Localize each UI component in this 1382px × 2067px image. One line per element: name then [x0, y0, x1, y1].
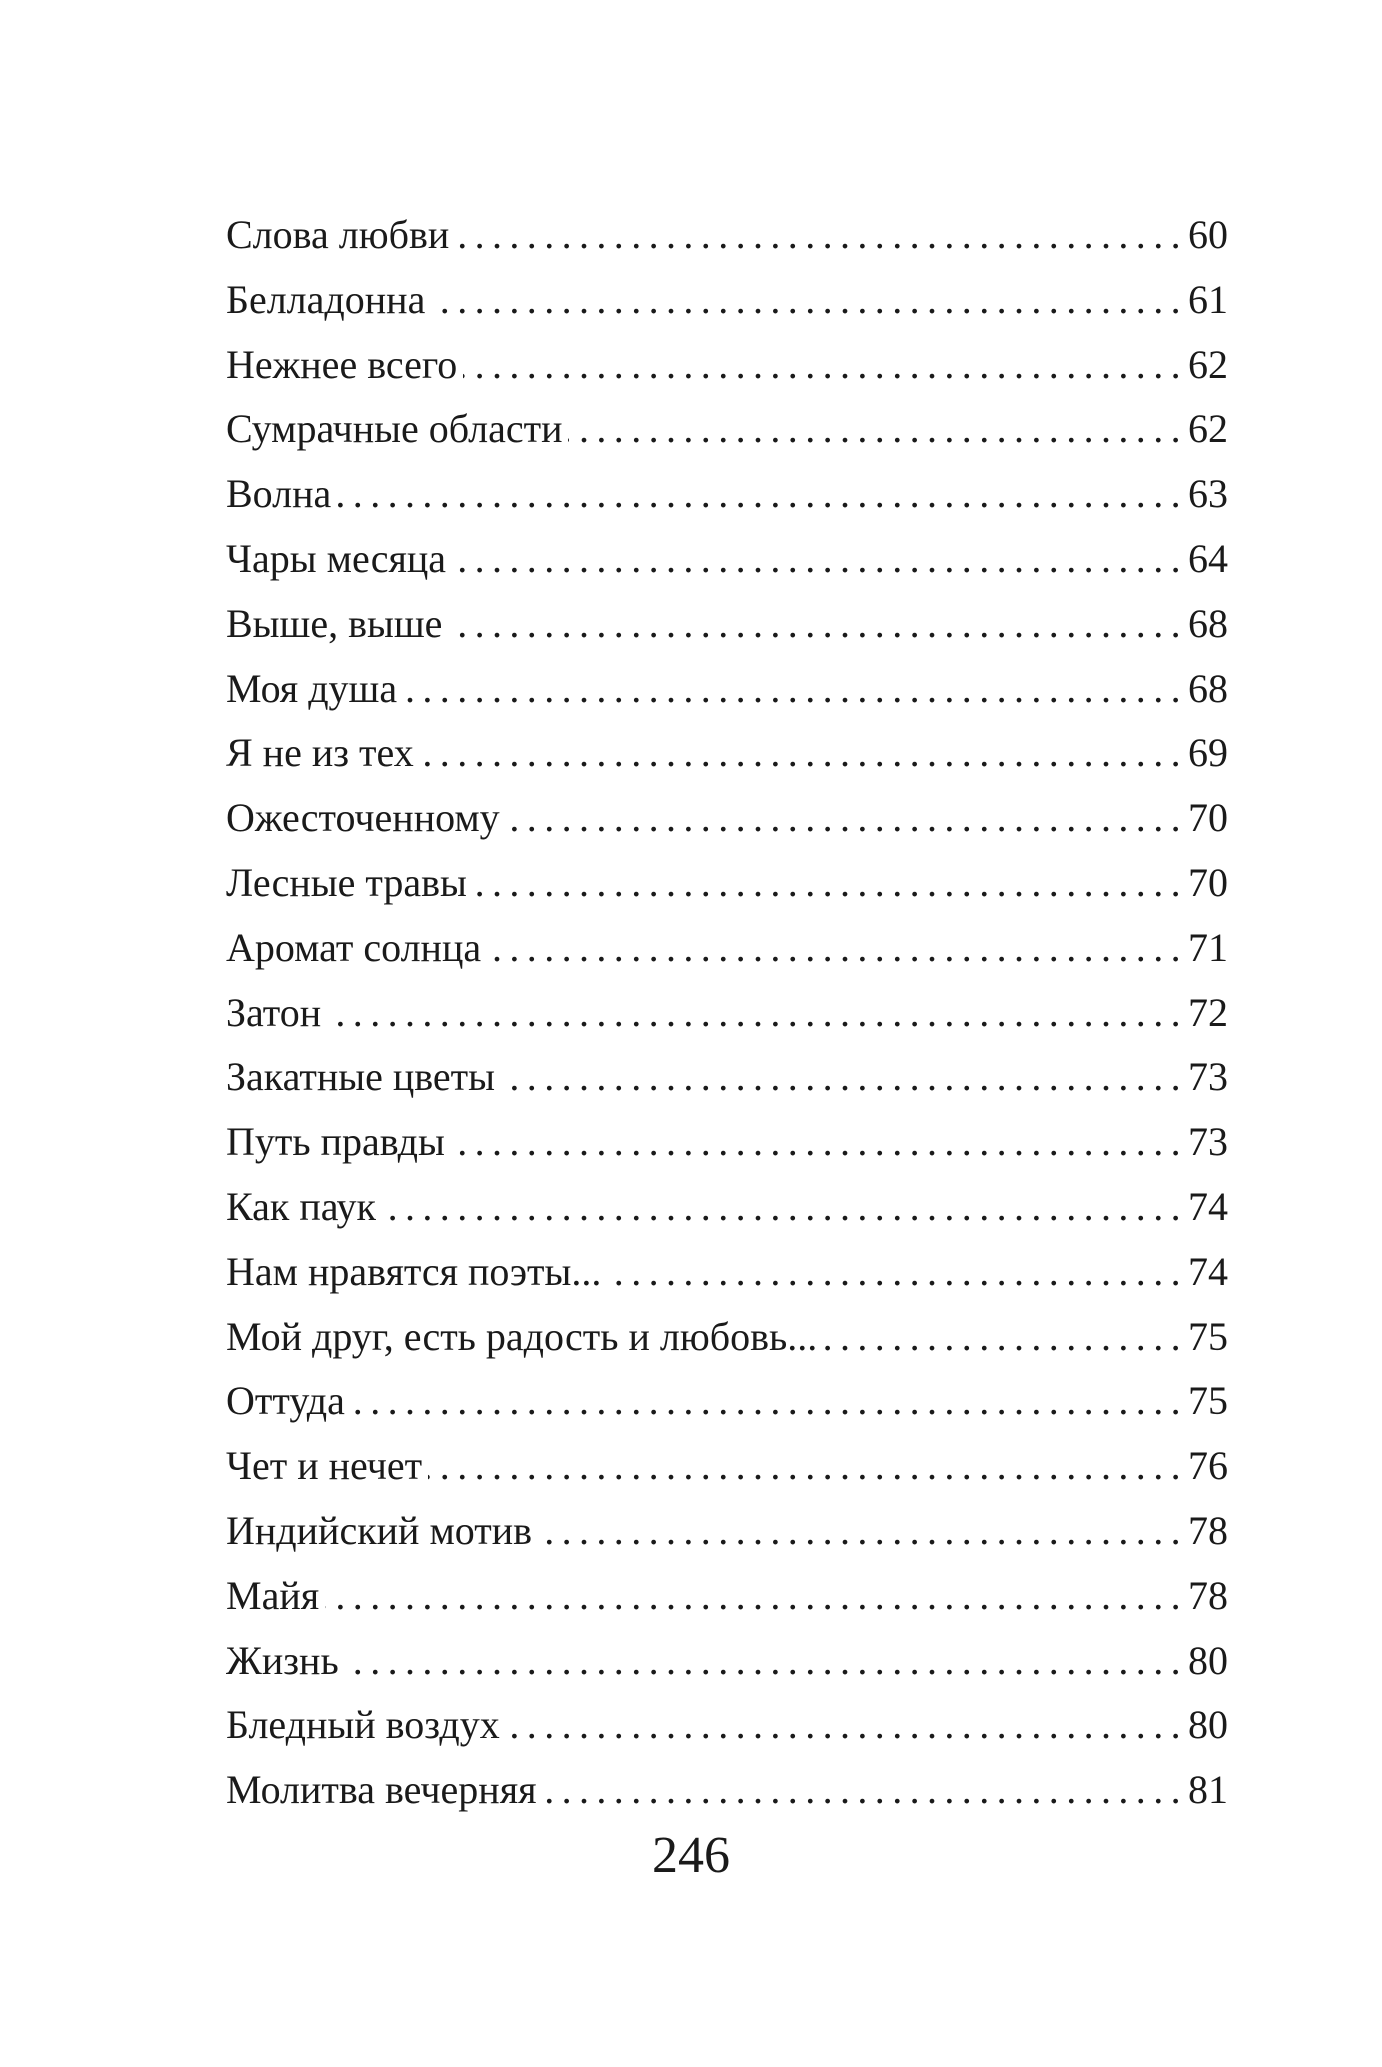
toc-entry-page: 80: [1188, 1702, 1228, 1748]
toc-entry-title: Бледный воздух: [226, 1693, 506, 1758]
toc-dot-leader: [451, 1110, 1188, 1175]
toc-entry-page: 69: [1188, 730, 1228, 776]
toc-entry-page: 74: [1188, 1248, 1228, 1294]
toc-dot-leader: [568, 397, 1188, 462]
toc-dot-leader: [448, 592, 1188, 657]
toc-dot-leader: [345, 1629, 1188, 1694]
toc-entry-title: Майя: [226, 1564, 325, 1629]
toc-entry-page: 68: [1188, 600, 1228, 646]
toc-dot-leader: [431, 268, 1188, 333]
toc-entry-page: 73: [1188, 1054, 1228, 1100]
toc-entry: [226, 1564, 1228, 1629]
toc-entry-page: 80: [1188, 1637, 1228, 1683]
toc-entry-title: Как паук: [226, 1175, 382, 1240]
toc-entry-title: Молитва вечерняя: [226, 1758, 543, 1823]
toc-entry-page: 70: [1188, 859, 1228, 905]
toc-dot-leader: [420, 721, 1188, 786]
toc-dot-leader: [506, 1693, 1188, 1758]
toc-entry: [226, 1240, 1228, 1305]
toc-entry-title: Оттуда: [226, 1369, 351, 1434]
toc-entry: [226, 1758, 1228, 1823]
toc-entry: [226, 1434, 1228, 1499]
toc-entry: [226, 333, 1228, 398]
page-number: 246: [652, 1827, 730, 1884]
toc-dot-leader: [337, 462, 1188, 527]
toc-dot-leader: [538, 1499, 1188, 1564]
toc-entry-title: Путь правды: [226, 1110, 451, 1175]
toc-entry-title: Нам нравятся поэты...: [226, 1240, 607, 1305]
toc-dot-leader: [382, 1175, 1188, 1240]
toc-dot-leader: [455, 203, 1188, 268]
toc-dot-leader: [325, 1564, 1188, 1629]
toc-entry-page: 78: [1188, 1507, 1228, 1553]
toc-entry: [226, 657, 1228, 722]
toc-entry-title: Жизнь: [226, 1629, 345, 1694]
toc-entry: [226, 1693, 1228, 1758]
toc-dot-leader: [823, 1305, 1188, 1370]
toc-entry-page: 75: [1188, 1313, 1228, 1359]
toc-entry: [226, 1499, 1228, 1564]
toc-entry-page: 68: [1188, 665, 1228, 711]
toc-entry-title: Чет и нечет: [226, 1434, 428, 1499]
toc-dot-leader: [403, 657, 1188, 722]
toc-entry: [226, 851, 1228, 916]
toc-entry: [226, 592, 1228, 657]
toc-dot-leader: [506, 786, 1188, 851]
toc-entry-title: Лесные травы: [226, 851, 473, 916]
toc-entry: [226, 268, 1228, 333]
toc-entry-title: Индийский мотив: [226, 1499, 538, 1564]
toc-entry: [226, 462, 1228, 527]
toc-entry-page: 71: [1188, 924, 1228, 970]
toc-entry-title: Моя душа: [226, 657, 403, 722]
toc-entry-title: Волна: [226, 462, 337, 527]
toc-dot-leader: [501, 1045, 1188, 1110]
toc-dot-leader: [487, 916, 1188, 981]
toc-entry: [226, 916, 1228, 981]
toc-entry-page: 74: [1188, 1183, 1228, 1229]
toc-entry-page: 62: [1188, 341, 1228, 387]
toc-entry-title: Мой друг, есть радость и любовь...: [226, 1305, 823, 1370]
toc-entry: [226, 203, 1228, 268]
toc-entry: [226, 1110, 1228, 1175]
toc-entry-title: Выше, выше: [226, 592, 448, 657]
toc-entry-title: Белладонна: [226, 268, 431, 333]
toc-entry-page: 61: [1188, 276, 1228, 322]
toc-entry-title: Нежнее всего: [226, 333, 463, 398]
toc-entry: [226, 1175, 1228, 1240]
toc-dot-leader: [351, 1369, 1188, 1434]
toc-entry-page: 73: [1188, 1119, 1228, 1165]
toc-dot-leader: [428, 1434, 1188, 1499]
toc-entry: [226, 397, 1228, 462]
toc-entry-page: 75: [1188, 1378, 1228, 1424]
toc-entry-page: 72: [1188, 989, 1228, 1035]
toc-dot-leader: [463, 333, 1188, 398]
toc-entry-page: 70: [1188, 795, 1228, 841]
toc-entry-title: Чары месяца: [226, 527, 452, 592]
toc-entry-title: Ожесточенному: [226, 786, 506, 851]
toc-entry-page: 78: [1188, 1572, 1228, 1618]
toc-entry-title: Аромат солнца: [226, 916, 487, 981]
toc-entry-title: Затон: [226, 981, 327, 1046]
toc-entry-page: 81: [1188, 1767, 1228, 1813]
toc-entry-page: 76: [1188, 1443, 1228, 1489]
toc-entry-title: Закатные цветы: [226, 1045, 501, 1110]
toc-entry: [226, 1369, 1228, 1434]
toc-dot-leader: [543, 1758, 1189, 1823]
toc-entry-page: 63: [1188, 471, 1228, 517]
toc-dot-leader: [452, 527, 1188, 592]
toc-dot-leader: [473, 851, 1188, 916]
toc-entry: [226, 1629, 1228, 1694]
toc-entry-page: 62: [1188, 406, 1228, 452]
toc-entry: [226, 981, 1228, 1046]
toc-entry: [226, 1305, 1228, 1370]
toc-entry-title: Слова любви: [226, 203, 455, 268]
toc-entry: [226, 1045, 1228, 1110]
toc-dot-leader: [607, 1240, 1188, 1305]
toc-entry-page: 64: [1188, 535, 1228, 581]
toc-entry: [226, 527, 1228, 592]
toc-entry-title: Сумрачные области: [226, 397, 568, 462]
table-of-contents: [226, 203, 1228, 1823]
toc-entry-title: Я не из тех: [226, 721, 420, 786]
toc-dot-leader: [327, 981, 1188, 1046]
toc-entry: [226, 786, 1228, 851]
toc-entry: [226, 721, 1228, 786]
toc-entry-page: 60: [1188, 212, 1228, 257]
